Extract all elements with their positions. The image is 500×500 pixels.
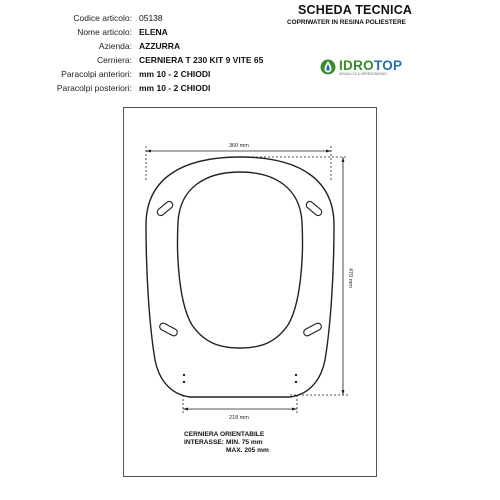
height-dimension-label: 470 mm bbox=[347, 268, 353, 288]
spec-label: Paracolpi anteriori: bbox=[61, 69, 132, 79]
spec-value: 05138 bbox=[139, 13, 163, 23]
spec-value: mm 10 - 2 CHIODI bbox=[139, 69, 211, 79]
spec-value: AZZURRA bbox=[139, 41, 181, 51]
note-line2-value: MIN. 75 mm bbox=[226, 439, 263, 446]
spec-value: mm 10 - 2 CHIODI bbox=[139, 83, 211, 93]
hinge-hole bbox=[295, 381, 297, 383]
bumper-slot-top-right bbox=[305, 200, 323, 217]
arrow-head bbox=[342, 390, 345, 395]
hinge-hole bbox=[183, 381, 185, 383]
arrow-head bbox=[342, 157, 345, 162]
note-line2-label: INTERASSE: bbox=[184, 439, 224, 446]
hinge-dimension-label: 218 mm bbox=[229, 415, 249, 421]
spec-label: Cerniera: bbox=[97, 55, 132, 65]
note-line1: CERNIERA ORIENTABILE bbox=[184, 431, 265, 438]
spec-label: Codice articolo: bbox=[73, 13, 132, 23]
seat-inner-opening bbox=[178, 172, 303, 348]
bumper-slot-bottom-right bbox=[302, 322, 322, 337]
logo-tagline: IDRAULICA & ARREDOBAGNO bbox=[339, 72, 387, 76]
spec-value: ELENA bbox=[139, 27, 168, 37]
spec-value: CERNIERA T 230 KIT 9 VITE 65 bbox=[139, 55, 264, 65]
note-line3-value: MAX. 205 mm bbox=[226, 447, 269, 454]
hinge-hole bbox=[295, 374, 297, 376]
document-title: SCHEDA TECNICA bbox=[298, 3, 413, 17]
spec-label: Azienda: bbox=[98, 41, 132, 51]
arrow-head bbox=[292, 408, 297, 411]
document-subtitle: COPRIWATER IN RESINA POLIESTERE bbox=[287, 19, 406, 26]
arrow-head bbox=[146, 150, 151, 153]
logo-wordmark-idro: IDRO bbox=[339, 58, 374, 73]
bumper-slot-top-left bbox=[156, 200, 174, 217]
seat-outer-outline bbox=[146, 157, 334, 397]
width-dimension-label: 360 mm bbox=[229, 143, 249, 149]
arrow-head bbox=[326, 150, 331, 153]
hinge-hole bbox=[183, 374, 185, 376]
arrow-head bbox=[183, 408, 188, 411]
spec-label: Nome articolo: bbox=[77, 27, 132, 37]
spec-label: Paracolpi posteriori: bbox=[56, 83, 132, 93]
logo-wordmark-top: TOP bbox=[373, 58, 403, 73]
bumper-slot-bottom-left bbox=[158, 322, 178, 337]
